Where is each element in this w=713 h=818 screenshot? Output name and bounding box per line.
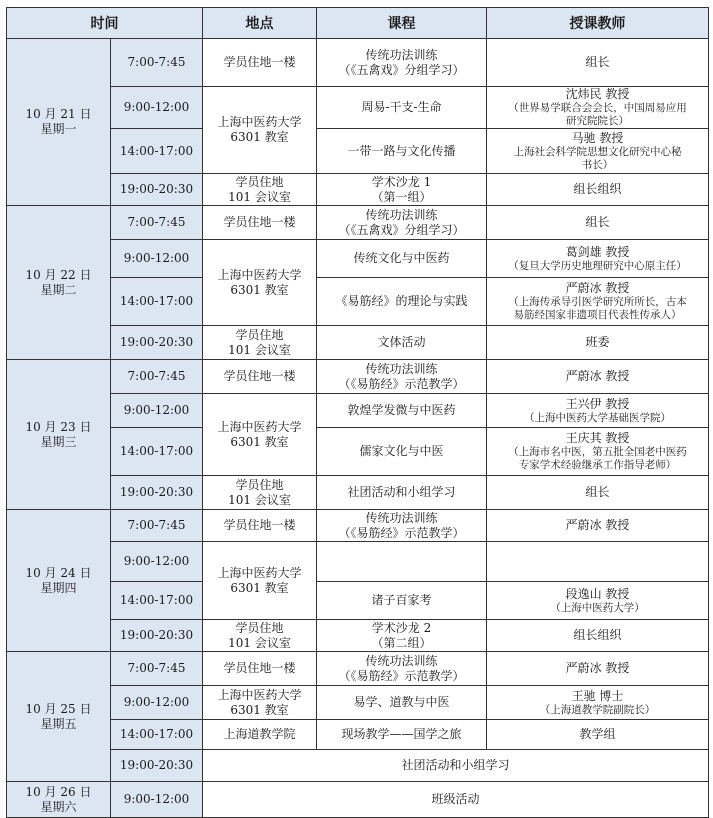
date-text: 10 月 23 日	[25, 419, 92, 434]
table-row	[7, 278, 709, 326]
teacher-cell: 组长组织	[487, 620, 709, 652]
place-cell: 学员住地一楼	[203, 206, 317, 240]
course-subtitle: （《五禽戏》分组学习）	[338, 222, 465, 237]
table-row	[7, 174, 709, 206]
course-cell	[317, 652, 487, 686]
date-text: 10 月 24 日	[25, 565, 92, 580]
table-row	[7, 240, 709, 278]
teacher-name: 王兴伊 教授	[565, 396, 630, 411]
course-subtitle: （《五禽戏》分组学习）	[338, 62, 465, 77]
course-title: 传统功法训练	[365, 510, 438, 525]
time-slot: 19:00-20:30	[111, 620, 203, 652]
place-cell	[203, 542, 317, 620]
course-title: 传统功法训练	[365, 47, 438, 62]
place-cell	[203, 174, 317, 206]
course-cell	[317, 510, 487, 542]
teacher-cell	[487, 129, 709, 174]
place-line: 6301 教室	[230, 580, 289, 595]
time-slot: 19:00-20:30	[111, 326, 203, 360]
teacher-title: （上海传承导引医学研究所所长，古本	[508, 296, 687, 308]
date-cell	[7, 360, 111, 510]
course-subtitle: （《易筋经》示范教学）	[338, 376, 465, 391]
course-cell: 文体活动	[317, 326, 487, 360]
place-line: 上海中医药大学	[217, 687, 302, 702]
course-cell: 儒家文化与中医	[317, 428, 487, 476]
time-slot: 19:00-20:30	[111, 476, 203, 510]
course-cell: 周易-干支-生命	[317, 87, 487, 129]
time-slot: 7:00-7:45	[111, 652, 203, 686]
course-cell: 社团活动和小组学习	[317, 476, 487, 510]
place-line: 上海中医药大学	[217, 565, 302, 580]
teacher-title: 上海社会科学院思想文化研究中心秘	[513, 145, 682, 158]
weekday-text: 星期六	[40, 799, 77, 814]
date-cell	[7, 782, 111, 818]
time-slot: 7:00-7:45	[111, 510, 203, 542]
teacher-cell	[487, 542, 709, 582]
date-text: 10 月 21 日	[25, 107, 92, 121]
header-row	[7, 8, 709, 39]
course-cell	[317, 620, 487, 652]
table-row	[7, 620, 709, 652]
place-line: 6301 教室	[230, 130, 289, 144]
course-subtitle: （第一组）	[371, 189, 432, 204]
date-cell	[7, 206, 111, 360]
place-cell	[203, 326, 317, 360]
table-row	[7, 428, 709, 476]
date-text: 10 月 26 日	[25, 784, 92, 799]
header-teacher: 授课教师	[487, 8, 709, 39]
place-cell	[203, 686, 317, 720]
weekday-text: 星期三	[40, 434, 77, 449]
course-cell	[317, 39, 487, 87]
weekday-text: 星期四	[40, 580, 77, 595]
time-slot: 7:00-7:45	[111, 206, 203, 240]
table-row	[7, 39, 709, 87]
place-line: 6301 教室	[230, 702, 289, 717]
course-cell	[317, 360, 487, 394]
place-cell: 学员住地一楼	[203, 360, 317, 394]
course-cell	[317, 174, 487, 206]
schedule-table	[6, 7, 709, 818]
time-slot: 9:00-12:00	[111, 542, 203, 582]
weekday-text: 星期二	[40, 282, 77, 297]
course-subtitle: （第二组）	[371, 635, 432, 650]
time-slot: 14:00-17:00	[111, 278, 203, 326]
teacher-cell: 组长	[487, 476, 709, 510]
teacher-cell: 严蔚冰 教授	[487, 652, 709, 686]
table-row	[7, 542, 709, 582]
teacher-name: 严蔚冰 教授	[565, 281, 630, 295]
time-slot: 14:00-17:00	[111, 129, 203, 174]
time-slot: 7:00-7:45	[111, 39, 203, 87]
time-slot: 9:00-12:00	[111, 394, 203, 428]
place-cell: 学员住地一楼	[203, 652, 317, 686]
table-row	[7, 652, 709, 686]
course-cell: 诸子百家考	[317, 582, 487, 620]
table-row	[7, 360, 709, 394]
time-slot: 9:00-12:00	[111, 782, 203, 818]
table-row	[7, 750, 709, 782]
teacher-cell: 严蔚冰 教授	[487, 360, 709, 394]
date-cell	[7, 39, 111, 206]
teacher-name: 马驰 教授	[571, 130, 624, 145]
teacher-cell	[487, 240, 709, 278]
teacher-title: 书长）	[581, 158, 614, 171]
header-course: 课程	[317, 8, 487, 39]
course-subtitle: （《易筋经》示范教学）	[338, 525, 465, 540]
course-cell	[317, 206, 487, 240]
teacher-title: （上海中医药大学）	[550, 601, 645, 614]
teacher-cell	[487, 582, 709, 620]
date-text: 10 月 22 日	[25, 267, 92, 282]
time-slot: 7:00-7:45	[111, 360, 203, 394]
place-cell	[203, 476, 317, 510]
date-text: 10 月 25 日	[25, 701, 92, 716]
course-title: 传统功法训练	[365, 361, 438, 376]
table-row	[7, 129, 709, 174]
teacher-title: （上海市名中医，第五批全国老中医药	[508, 446, 687, 458]
date-cell	[7, 652, 111, 782]
time-slot: 14:00-17:00	[111, 582, 203, 620]
teacher-cell	[487, 428, 709, 476]
teacher-name: 王驰 博士	[571, 688, 624, 703]
course-title: 学术沙龙 2	[371, 620, 432, 635]
table-row	[7, 510, 709, 542]
place-line: 学员住地	[235, 477, 284, 492]
place-cell	[203, 240, 317, 326]
teacher-name: 王庆其 教授	[565, 431, 630, 445]
place-line: 6301 教室	[230, 282, 289, 297]
time-slot: 9:00-12:00	[111, 686, 203, 720]
header-time: 时间	[7, 8, 203, 39]
course-title: 传统功法训练	[365, 653, 438, 668]
place-line: 101 会议室	[228, 635, 291, 650]
place-line: 101 会议室	[228, 342, 291, 357]
teacher-title: 易筋经国家非遗项目代表性传承人）	[513, 309, 682, 321]
place-line: 学员住地	[235, 174, 284, 189]
place-cell: 学员住地一楼	[203, 510, 317, 542]
place-cell: 学员住地一楼	[203, 39, 317, 87]
course-cell: 传统文化与中医药	[317, 240, 487, 278]
place-line: 101 会议室	[228, 189, 291, 204]
place-line: 上海中医药大学	[217, 267, 302, 282]
place-cell: 上海道教学院	[203, 720, 317, 750]
date-cell	[7, 510, 111, 652]
weekday-text: 星期一	[40, 122, 77, 136]
course-cell: 敦煌学发微与中医药	[317, 394, 487, 428]
table-row	[7, 782, 709, 818]
teacher-cell: 组长组织	[487, 174, 709, 206]
table-row	[7, 686, 709, 720]
place-cell	[203, 87, 317, 174]
table-row	[7, 394, 709, 428]
course-cell: 现场教学——国学之旅	[317, 720, 487, 750]
course-cell: 《易筋经》的理论与实践	[317, 278, 487, 326]
course-cell	[317, 542, 487, 582]
teacher-name: 沈炜民 教授	[565, 87, 630, 101]
teacher-cell	[487, 394, 709, 428]
table-row	[7, 582, 709, 620]
table-row	[7, 326, 709, 360]
teacher-title: （上海道教学院副院长）	[539, 703, 656, 716]
teacher-title: （世界易学联合会会长，中国周易应用	[508, 102, 687, 114]
time-slot: 14:00-17:00	[111, 720, 203, 750]
teacher-title: （复旦大学历史地理研究中心原主任）	[508, 259, 687, 272]
teacher-cell: 班委	[487, 326, 709, 360]
table-row	[7, 87, 709, 129]
place-cell	[203, 394, 317, 476]
teacher-name: 葛剑雄 教授	[565, 244, 630, 259]
course-cell: 易学、道教与中医	[317, 686, 487, 720]
teacher-title: 专家学术经验继承工作指导老师）	[518, 459, 677, 471]
time-slot: 19:00-20:30	[111, 750, 203, 782]
teacher-name: 段逸山 教授	[565, 586, 630, 601]
place-line: 101 会议室	[228, 492, 291, 507]
place-line: 学员住地	[235, 620, 284, 635]
merged-activity-cell: 班级活动	[203, 782, 709, 818]
merged-activity-cell: 社团活动和小组学习	[203, 750, 709, 782]
header-place: 地点	[203, 8, 317, 39]
place-line: 上海中医药大学	[217, 115, 302, 129]
place-line: 上海中医药大学	[217, 419, 302, 434]
time-slot: 9:00-12:00	[111, 240, 203, 278]
course-title: 传统功法训练	[365, 207, 438, 222]
teacher-cell	[487, 87, 709, 129]
course-cell: 一带一路与文化传播	[317, 129, 487, 174]
teacher-cell	[487, 686, 709, 720]
course-title: 学术沙龙 1	[371, 174, 432, 189]
teacher-title: 研究院院长）	[566, 115, 629, 127]
teacher-cell: 组长	[487, 39, 709, 87]
weekday-text: 星期五	[40, 716, 77, 731]
place-line: 6301 教室	[230, 434, 289, 449]
table-row	[7, 206, 709, 240]
table-row	[7, 476, 709, 510]
time-slot: 9:00-12:00	[111, 87, 203, 129]
teacher-cell: 教学组	[487, 720, 709, 750]
place-cell	[203, 620, 317, 652]
teacher-title: （上海中医药大学基础医学院）	[524, 411, 671, 424]
course-subtitle: （《易筋经》示范教学）	[338, 668, 465, 683]
teacher-cell: 严蔚冰 教授	[487, 510, 709, 542]
teacher-cell	[487, 278, 709, 326]
time-slot: 14:00-17:00	[111, 428, 203, 476]
time-slot: 19:00-20:30	[111, 174, 203, 206]
place-line: 学员住地	[235, 327, 284, 342]
teacher-cell: 组长	[487, 206, 709, 240]
table-row	[7, 720, 709, 750]
